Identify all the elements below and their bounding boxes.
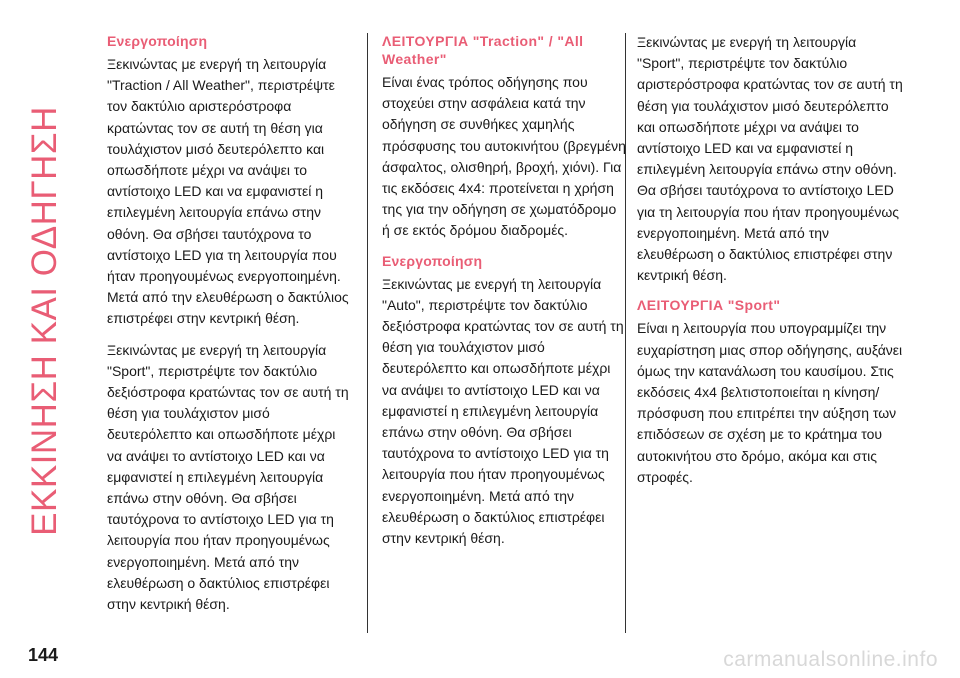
section-heading-activation: Ενεργοποίηση — [382, 252, 483, 269]
section-heading-traction: ΛΕΙΤΟΥΡΓΙΑ "Traction" / "All Weather" — [382, 33, 584, 67]
paragraph: Ξεκινώντας με ενεργή τη λειτουργία "Sport", περιστρέψτε τον δακτύλιο αριστερόστροφα κρατώντας τον σε αυτή τη θέση για τουλάχιστον μισό δευτερόλεπτο και οπωσδήποτε μέχρι να ανάψει το αντίστοιχο LED και να εμφανιστεί η επιλεγμένη λειτουργία επάνω στην οθόνη. Θα σβήσει ταυτόχρονα το αντίστοιχο LED για τη λειτουργία που ήταν προηγουμένως ενεργοποιημένη. Μετά από την ελευθέρωση ο δακτύλιος επιστρέφει στην κεντρική θέση. — [637, 34, 903, 284]
paragraph: Είναι η λειτουργία που υπογραμμίζει την ευχαρίστηση μιας σπορ οδήγησης, αυξάνει όμως την κατανάλωση του καυσίμου. Στις εκδόσεις 4x4 βελτιστοποιείται η κίνηση/πρόσφυση που επιτρέπει την αύξηση των επιδόσεων σε σχέση με το κράτημα του αυτοκινήτου στο δρόμο, ακόμα και στις στροφές. — [637, 320, 903, 485]
column-divider-1 — [367, 33, 368, 633]
paragraph: Ξεκινώντας με ενεργή τη λειτουργία "Traction / All Weather", περιστρέψτε τον δακτύλιο αριστερόστροφα κρατώντας τον σε αυτή τη θέση για τουλάχιστον μισό δευτερόλεπτο και οπωσδήποτε μέχρι να ανάψει το αντίστοιχο LED και να εμφανιστεί η επιλεγμένη λειτουργία επάνω στην οθόνη. Θα σβήσει ταυτόχρονα το αντίστοιχο LED για τη λειτουργία που ήταν προηγουμένως ενεργοποιημένη. Μετά από την ελευθέρωση ο δακτύλιος επιστρέφει στην κεντρική θέση. — [107, 56, 349, 327]
chapter-side-title-text: ΕΚΚΙΝΗΣΗ ΚΑΙ ΟΔΗΓΗΣΗ — [25, 106, 65, 536]
paragraph: Ξεκινώντας με ενεργή τη λειτουργία "Sport", περιστρέψτε τον δακτύλιο δεξιόστροφα κρατώντας τον σε αυτή τη θέση για τουλάχιστον μισό δευτερόλεπτο και οπωσδήποτε μέχρι να ανάψει το αντίστοιχο LED και να εμφανιστεί η επιλεγμένη λειτουργία επάνω στην οθόνη. Θα σβήσει ταυτόχρονα το αντίστοιχο LED για τη λειτουργία που ήταν προηγουμένως ενεργοποιημένη. Μετά από την ελευθέρωση ο δακτύλιος επιστρέφει στην κεντρική θέση. — [107, 341, 349, 613]
paragraph: Ξεκινώντας με ενεργή τη λειτουργία "Auto", περιστρέψτε τον δακτύλιο δεξιόστροφα κρατώντας τον σε αυτή τη θέση για τουλάχιστον μισό δευτερόλεπτο και οπωσδήποτε μέχρι να ανάψει το αντίστοιχο LED και να εμφανιστεί η επιλεγμένη λειτουργία επάνω στην οθόνη. Θα σβήσει ταυτόχρονα το αντίστοιχο LED για τη λειτουργία που ήταν προηγουμένως ενεργοποιημένη. Μετά από την ελευθέρωση ο δακτύλιος επιστρέφει στην κεντρική θέση. — [382, 275, 624, 547]
chapter-side-title — [8, 26, 82, 616]
page-number: 144 — [28, 645, 59, 665]
site-watermark: carmanualsonline.info — [723, 648, 938, 671]
column-2 — [382, 32, 627, 559]
section-heading-sport: ΛΕΙΤΟΥΡΓΙΑ "Sport" — [637, 297, 781, 314]
column-3 — [637, 32, 907, 498]
section-heading-activation: Ενεργοποίηση — [107, 33, 208, 49]
paragraph: Είναι ένας τρόπος οδήγησης που στοχεύει στην ασφάλεια κατά την οδήγηση σε συνθήκες χαμηλής πρόσφυσης του αυτοκινήτου (βρεγμένη άσφαλτος, ολισθηρή, βροχή, χιόνι). Για τις εκδόσεις 4x4: προτείνεται η χρήση της για την οδήγηση σε χωματόδρομο ή σε εκτός δρόμου διαδρομές. — [382, 74, 626, 239]
column-1 — [107, 32, 352, 625]
